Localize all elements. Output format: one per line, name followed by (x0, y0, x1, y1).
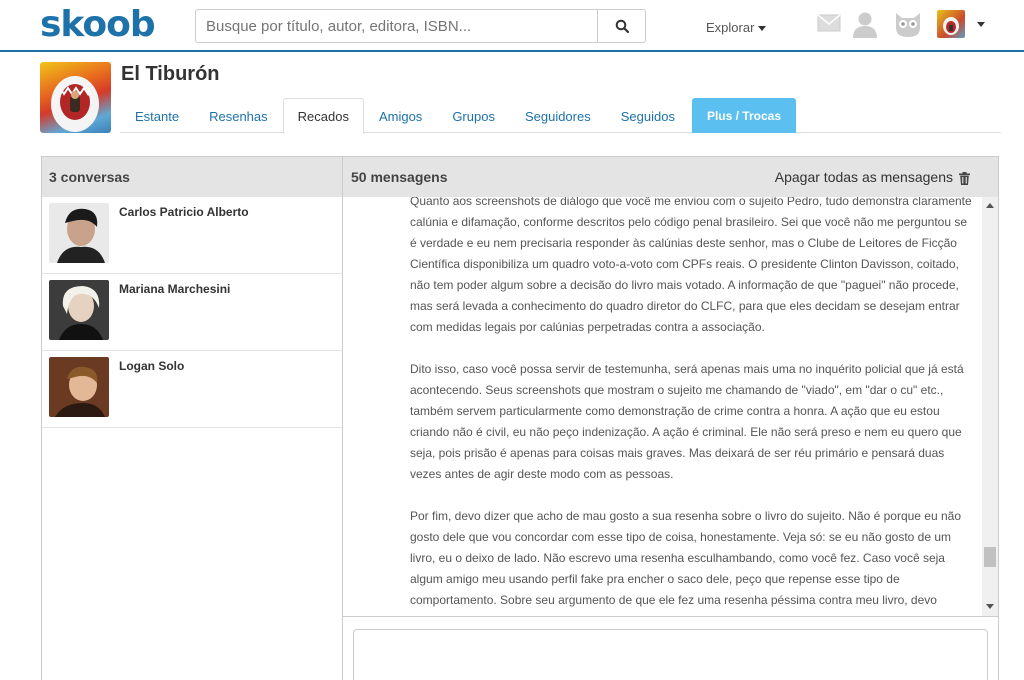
owl-icon[interactable] (893, 10, 923, 38)
tab-grupos[interactable]: Grupos (452, 109, 495, 124)
conversation-item[interactable] (42, 274, 342, 351)
profile-tabs (120, 98, 1001, 133)
chevron-down-icon (758, 26, 766, 31)
scroll-down-arrow-icon[interactable] (986, 604, 994, 609)
shark-avatar-image (937, 10, 965, 38)
search-bar (195, 9, 646, 43)
conversations-list (42, 157, 343, 680)
delete-all-button[interactable] (775, 157, 970, 197)
message-paragraph: Por fim, devo dizer que acho de mau gosto a sua resenha sobre o livro do sujeito. Não é porque eu não gosto dele que vou concordar com esse tipo de coisa, honestamente. Veja só: se eu não gosto de um livro, eu o deixo de lado. Não escrevo uma resenha esculhambando, como você fez. Caso você seja algum amigo meu usando perfil fake pra encher o saco dele, peço que repense esse tipo de comportamento. Sobre seu argumento de que ele fez uma resenha péssima contra meu livro, devo (410, 509, 962, 607)
user-icon[interactable] (851, 10, 879, 38)
conversation-name: Logan Solo (119, 359, 185, 373)
conversation-name: Carlos Patricio Alberto (119, 205, 249, 219)
user-avatar[interactable] (937, 10, 965, 38)
message-thread (343, 157, 998, 680)
scroll-up-arrow-icon[interactable] (986, 203, 994, 208)
explore-menu[interactable] (706, 20, 766, 35)
conversation-name: Mariana Marchesini (119, 282, 231, 296)
message-paragraph: Quanto aos screenshots de diálogo que você me enviou com o sujeito Pedro, tudo demonstra claramente calúnia e difamação, conforme descritos pelo código penal brasileiro. Sei que você não me perguntou se é verdade e eu nem precisaria responder às calúnias deste senhor, mas o Clube de Leitores de Ficção Científica disponibiliza um quadro voto-a-voto com CPFs reais. O presidente Clinton Davisson, coitado, não tem poder algum sobre a decisão do livro mais votado. A informação de que "paguei" não procede, mas será levada a conhecimento do quadro diretor do CLFC, para que eles decidam se desejam entrar com medidas legais por calúnias perpetradas contra a associação. (410, 197, 972, 334)
trash-icon (959, 172, 970, 185)
message-scroll-area[interactable] (343, 197, 998, 617)
envelope-icon[interactable] (817, 14, 841, 32)
skoob-logo[interactable]: skoob (40, 4, 155, 45)
shark-profile-image (40, 62, 111, 133)
conversation-item[interactable] (42, 197, 342, 274)
scrollbar-thumb[interactable] (984, 547, 996, 567)
tab-plus-trocas[interactable]: Plus / Trocas (692, 98, 796, 133)
thread-header (343, 157, 998, 197)
conversation-item[interactable] (42, 351, 342, 428)
scrollbar[interactable] (982, 197, 998, 617)
message-paragraph: Dito isso, caso você possa servir de testemunha, será apenas mais uma no inquérito policial que já está acontecendo. Seus screenshots que mostram o sujeito me chamando de "viado", em "dar o cu" etc., também servem particularmente como demonstração de crime contra a honra. A ação que eu estou criando não é civil, eu não peço indenização. A ação é criminal. Ele não será preso e nem eu quero que seja, pois prisão é apenas para coisas mais graves. Mas deixará de ser réu primário e pensará duas vezes antes de agir deste modo com as pessoas. (410, 362, 964, 481)
tab-estante[interactable]: Estante (135, 109, 180, 124)
search-input[interactable] (196, 10, 597, 42)
tab-amigos[interactable]: Amigos (378, 109, 423, 124)
reply-textarea[interactable] (353, 629, 988, 680)
search-button[interactable] (597, 10, 645, 42)
conversation-avatar (49, 280, 109, 340)
tab-recados[interactable]: Recados (283, 98, 364, 134)
conversation-avatar (49, 357, 109, 417)
messages-count: 50 mensagens (351, 169, 448, 185)
messages-panel (41, 156, 999, 680)
tab-seguidos[interactable]: Seguidos (620, 109, 675, 124)
tab-resenhas[interactable]: Resenhas (209, 109, 268, 124)
profile-name: El Tiburón (121, 63, 220, 85)
search-icon (615, 19, 629, 33)
top-navbar (0, 0, 1024, 52)
avatar-menu-chevron-icon[interactable] (977, 22, 985, 27)
delete-all-label: Apagar todas as mensagens (774, 169, 953, 185)
conversation-avatar (49, 203, 109, 263)
tab-seguidores[interactable]: Seguidores (524, 109, 591, 124)
conversations-count: 3 conversas (42, 157, 342, 197)
explore-label: Explorar (706, 20, 755, 35)
profile-avatar[interactable] (40, 62, 111, 133)
message-body (410, 197, 976, 617)
